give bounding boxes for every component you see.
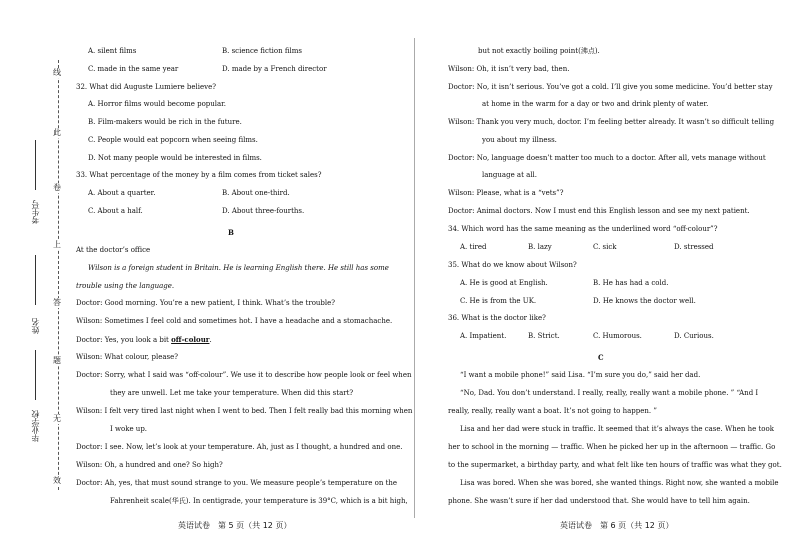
q36-option-b: B. Strict.: [528, 332, 560, 340]
passage-c-line: “No, Dad. You don’t understand. I really, really, really want a mobile phone. ” “And I: [460, 389, 759, 397]
dialogue-line: Doctor: No, language doesn’t matter too much to a doctor. After all, vets manage without: [448, 154, 766, 162]
seal-char: 此: [53, 128, 61, 137]
dialogue-line: you about my illness.: [482, 136, 557, 144]
q32-option-c: C. People would eat popcorn when seeing films.: [88, 136, 258, 144]
q32-option-b: B. Film-makers would be rich in the future.: [88, 118, 242, 126]
dialogue-line: Wilson: Sometimes I feel cold and sometimes hot. I have a headache and a stomachache.: [76, 317, 393, 325]
seal-char: 效: [53, 476, 61, 485]
field-line: [35, 140, 37, 190]
question-33: 33. What percentage of the money by a film comes from ticket sales?: [76, 171, 322, 179]
dialogue-text: .: [209, 336, 212, 344]
dialogue-line: Doctor: Sorry, what I said was “off-colour”. We use it to describe how people look or feel when: [76, 371, 412, 379]
dialogue-line: Doctor: Animal doctors. Now I must end this English lesson and see my next patient.: [448, 207, 750, 215]
seal-char: 题: [53, 356, 61, 365]
seal-char: 卷: [53, 183, 61, 192]
underlined-word: off-colour: [171, 335, 210, 344]
page-divider: [414, 38, 416, 518]
q32-option-a: A. Horror films would become popular.: [88, 100, 226, 108]
passage-c-line: Lisa and her dad were stuck in traffic. It seemed that it’s always the case. When he took: [460, 425, 774, 433]
label-exam-number: 考生号: [31, 200, 40, 224]
question-32: 32. What did Auguste Lumiere believe?: [76, 83, 217, 91]
q34-option-a: A. tired: [460, 243, 487, 251]
q31-option-b: B. science fiction films: [222, 47, 303, 55]
dialogue-line: Wilson: I felt very tired last night when I went to bed. Then I felt really bad this morning when: [76, 407, 413, 415]
q35-option-a: A. He is good at English.: [460, 279, 548, 287]
dialogue-line: Wilson: Please, what is a “vets”?: [448, 189, 564, 197]
q35-option-c: C. He is from the UK.: [460, 297, 537, 305]
dialogue-line: [76, 335, 212, 345]
dialogue-line: I woke up.: [110, 425, 148, 433]
dialogue-line: Wilson: Oh, a hundred and one? So high?: [76, 461, 223, 469]
page-footer-right: 英语试卷 第 6 页（共 12 页）: [560, 521, 674, 530]
passage-c-line: really, really, really want a boat. It’s not going to happen. ”: [448, 407, 657, 415]
q35-option-b: B. He has had a cold.: [593, 279, 669, 287]
dialogue-line: language at all.: [482, 171, 538, 179]
passage-c-line: to the supermarket, a birthday party, and what felt like ten hours of traffic was what they got.: [448, 461, 782, 469]
q33-option-b: B. About one-third.: [222, 189, 290, 197]
q36-option-d: D. Curious.: [674, 332, 714, 340]
seal-char: 线: [53, 68, 61, 77]
label-name: 姓名: [31, 318, 40, 334]
dialogue-line: Doctor: No, it isn’t serious. You’ve got a cold. I’ll give you some medicine. You’d better stay: [448, 83, 773, 91]
binding-margin: [0, 0, 70, 560]
q34-option-c: C. sick: [593, 243, 617, 251]
q31-option-c: C. made in the same year: [88, 65, 179, 73]
question-36: 36. What is the doctor like?: [448, 314, 546, 322]
q36-option-a: A. Impatient.: [460, 332, 507, 340]
passage-c-line: “I want a mobile phone!” said Lisa. “I’m sure you do,” said her dad.: [460, 371, 701, 379]
dialogue-line: Wilson: What colour, please?: [76, 353, 179, 361]
field-line: [35, 350, 37, 400]
q34-option-b: B. lazy: [528, 243, 552, 251]
q33-option-c: C. About a half.: [88, 207, 143, 215]
q34-option-d: D. stressed: [674, 243, 714, 251]
seal-char: 答: [53, 298, 61, 307]
dialogue-line: Wilson: Oh, it isn’t very bad, then.: [448, 65, 570, 73]
dialogue-line: but not exactly boiling point(沸点).: [478, 47, 600, 55]
dialogue-line: Doctor: Good morning. You’re a new patient, I think. What’s the trouble?: [76, 299, 336, 307]
q33-option-a: A. About a quarter.: [88, 189, 156, 197]
q36-option-c: C. Humorous.: [593, 332, 642, 340]
field-line: [35, 255, 37, 305]
q32-option-d: D. Not many people would be interested in films.: [88, 154, 262, 162]
q31-option-d: D. made by a French director: [222, 65, 327, 73]
passage-c-line: her to school in the morning — traffic. When he picked her up in the afternoon — traffic. Go: [448, 443, 776, 451]
section-b-heading: B: [228, 228, 234, 237]
dialogue-line: Fahrenheit scale(华氏). In centigrade, your temperature is 39°C, which is a bit high,: [110, 497, 408, 505]
dialogue-line: Doctor: Ah, yes, that must sound strange to you. We measure people’s temperature on the: [76, 479, 398, 487]
passage-b-place: At the doctor’s office: [76, 246, 151, 254]
dialogue-line: they are unwell. Let me take your temperature. When did this start?: [110, 389, 354, 397]
passage-c-line: Lisa was bored. When she was bored, she wanted things. Right now, she wanted a mobile: [460, 479, 779, 487]
question-35: 35. What do we know about Wilson?: [448, 261, 577, 269]
q35-option-d: D. He knows the doctor well.: [593, 297, 696, 305]
passage-b-intro: trouble using the language.: [76, 282, 175, 290]
seal-char: 无: [53, 414, 61, 423]
seal-line: [58, 60, 60, 490]
page-footer-left: 英语试卷 第 5 页（共 12 页）: [178, 521, 292, 530]
dialogue-text: Doctor: Yes, you look a bit: [76, 336, 172, 344]
passage-b-intro: Wilson is a foreign student in Britain. He is learning English there. He still has some: [88, 264, 389, 272]
q33-option-d: D. About three-fourths.: [222, 207, 305, 215]
q31-option-a: A. silent films: [88, 47, 137, 55]
dialogue-line: at home in the warm for a day or two and drink plenty of water.: [482, 100, 709, 108]
dialogue-line: Doctor: I see. Now, let’s look at your temperature. Ah, just as I thought, a hundred and one.: [76, 443, 403, 451]
label-school: 毕业学校: [31, 410, 40, 442]
passage-c-line: phone. She wasn’t sure if her dad understood that. She would have to tell him again.: [448, 497, 750, 505]
question-34: 34. Which word has the same meaning as the underlined word “off-colour”?: [448, 225, 718, 233]
section-c-heading: C: [598, 353, 604, 362]
seal-char: 上: [53, 240, 61, 249]
dialogue-line: Wilson: Thank you very much, doctor. I’m feeling better already. It wasn’t so difficult telling: [448, 118, 775, 126]
